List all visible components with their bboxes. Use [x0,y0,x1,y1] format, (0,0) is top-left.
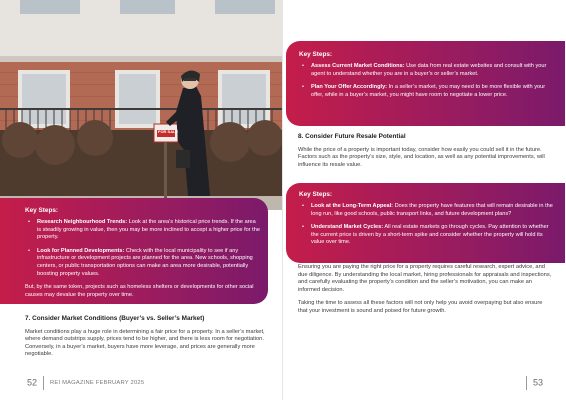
section-7 [25,315,265,365]
right-page [283,0,566,400]
key-steps-list [299,203,553,247]
key-steps-heading: Key Steps: [25,207,59,214]
key-steps-box-right-1 [286,41,565,126]
key-steps-list [299,63,553,99]
key-step-title: Research Neighbourhood Trends: [37,219,128,225]
conclusion [298,264,553,321]
page-number: 52 [27,377,38,388]
section-heading: 8. Consider Future Resale Potential [298,133,406,140]
key-steps-heading: Key Steps: [299,191,333,198]
for-sale-sign-text: FOR SALE [158,129,179,134]
footer-divider [43,376,44,390]
key-steps-list [25,219,260,278]
key-step-item [299,203,553,218]
key-step-title: Plan Your Offer Accordingly: [311,84,388,91]
key-steps-closing: But, by the same token, projects such as homeless shelters or developments for other social causes may devalue the property over time. [25,284,254,298]
footer-divider [526,376,527,390]
house-photo [0,0,283,210]
key-step-text: Check with the local municipality to see if any infrastructure or development projects are planned for the area. New schools, shopping centers, or public transportation options can make an area more desirable, potentially boosting property values. [37,247,253,277]
right-footer [520,376,543,400]
key-steps-heading: Key Steps: [299,51,333,58]
key-step-title: Understand Market Cycles: [311,224,384,231]
left-footer [27,376,144,400]
section-heading: 7. Consider Market Conditions (Buyer’s vs. Seller’s Market) [25,315,205,322]
key-step-text: Look at the area’s historical price trends. If the area is steadily growing in value, then you may be more inclined to accept a higher price for the property. [37,219,260,241]
key-step-title: Look at the Long-Term Appeal: [311,203,394,209]
key-step-item [25,248,260,278]
page-number: 53 [533,377,544,388]
key-steps-box-right-2 [286,183,565,263]
key-step-title: Look for Planned Developments: [37,247,125,254]
section-paragraph: While the price of a property is important today, consider how easily you could sell it in the future. Factors such as the property’s size, style, and location, as well as any potential improvements, will influence its resale value. [298,146,545,168]
key-step-item [299,63,553,78]
key-step-item [299,224,553,247]
key-step-text: In a seller’s market, you may need to be more flexible with your offer, while in a buyer’s market, you might have room to negotiate a lower price. [311,84,546,98]
key-step-text: Use data from real estate websites and consult with your agent to understand whether you are in a buyer’s or seller’s market. [311,63,547,77]
key-step-title: Assess Current Market Conditions: [311,63,405,69]
key-step-item [25,219,260,242]
key-step-text: Does the property have features that will remain desirable in the long run, like good schools, public transport links, and future development plans? [311,203,553,217]
conclusion-paragraph-1: Ensuring you are paying the right price for a property requires careful research, expert advice, and due diligence. By understanding the local market, hiring professionals for appraisals and inspections, and carefully evaluating the property’s condition and the seller’s motivation, you can make an informed decision. [298,264,552,293]
section-paragraph: Market conditions play a huge role in determining a fair price for a property. In a seller’s market, where demand outstrips supply, prices tend to be higher, and there is less room for negotiation. Conversely, in a buyer’s market, buyers have more leverage, and prices are generally more negotiable. [25,328,265,357]
key-steps-box-left [0,198,268,304]
key-step-text: All real estate markets go through cycles. Pay attention to whether the current price is driven by a short-term spike and consider whether the property will hold its value over time. [311,224,549,246]
conclusion-paragraph-2: Taking the time to assess all these factors will not only help you avoid overpaying but also ensure that your investment is sound and poised for future growth. [298,300,543,314]
magazine-name: REI MAGAZINE FEBRUARY 2025 [50,380,145,386]
key-step-item [299,84,553,99]
section-8 [298,133,553,175]
